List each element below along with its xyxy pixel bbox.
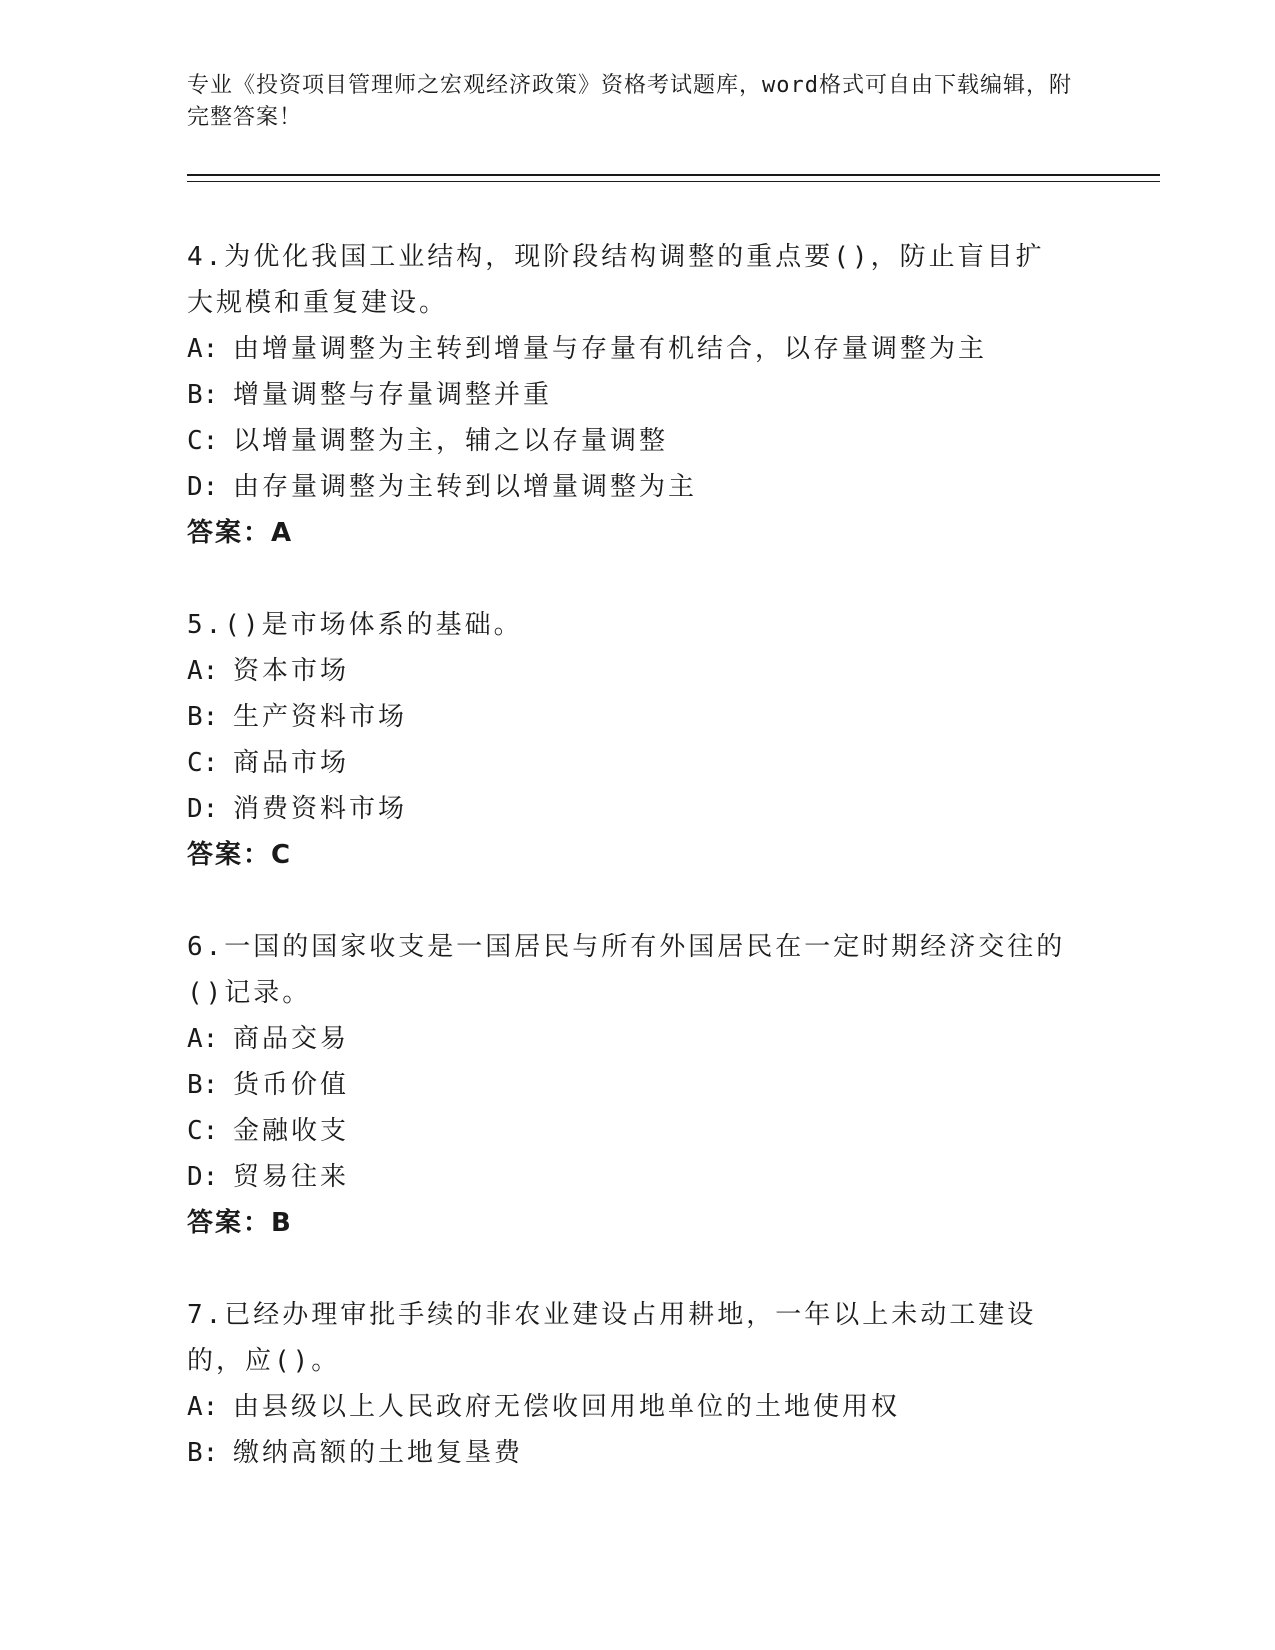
question-option [187, 1016, 1167, 1062]
option-text: 增量调整与存量调整并重 [233, 380, 553, 410]
option-text: 消费资料市场 [233, 794, 408, 824]
option-text: 由存量调整为主转到以增量调整为主 [233, 472, 698, 502]
question-stem: 7.已经办理审批手续的非农业建设占用耕地，一年以上未动工建设的，应()。 [187, 1300, 1037, 1376]
option-text: 商品市场 [233, 748, 350, 778]
option-letter: A: [187, 656, 219, 686]
option-text: 缴纳高额的土地复垦费 [233, 1438, 524, 1468]
question-option [187, 1430, 1167, 1476]
question-option [187, 464, 1167, 510]
option-letter: A: [187, 1392, 219, 1422]
option-text: 由县级以上人民政府无偿收回用地单位的土地使用权 [233, 1392, 901, 1422]
question-option [187, 326, 1167, 372]
option-letter: C: [187, 748, 219, 778]
question-option [187, 694, 1167, 740]
option-text: 资本市场 [233, 656, 350, 686]
question-option [187, 418, 1167, 464]
question-answer: 答案：C [187, 840, 293, 870]
question-option [187, 1384, 1167, 1430]
option-letter: D: [187, 1162, 219, 1192]
option-text: 生产资料市场 [233, 702, 408, 732]
option-text: 商品交易 [233, 1024, 350, 1054]
header-divider [187, 174, 1160, 182]
question-item [187, 924, 1167, 1246]
question-option [187, 740, 1167, 786]
question-option [187, 1108, 1167, 1154]
question-stem: 4.为优化我国工业结构，现阶段结构调整的重点要()，防止盲目扩大规模和重复建设。 [187, 242, 1045, 318]
option-letter: A: [187, 1024, 219, 1054]
question-option [187, 648, 1167, 694]
question-stem: 6.一国的国家收支是一国居民与所有外国居民在一定时期经济交往的()记录。 [187, 932, 1066, 1008]
question-option [187, 1154, 1167, 1200]
option-text: 货币价值 [233, 1070, 350, 1100]
option-text: 由增量调整为主转到增量与存量有机结合，以存量调整为主 [233, 334, 988, 364]
option-letter: A: [187, 334, 219, 364]
question-option [187, 372, 1167, 418]
question-item [187, 1292, 1167, 1476]
question-item [187, 234, 1167, 556]
document-page [187, 70, 1167, 1476]
question-answer: 答案：A [187, 518, 294, 548]
option-letter: D: [187, 794, 219, 824]
document-header: 专业《投资项目管理师之宏观经济政策》资格考试题库，word格式可自由下载编辑，附完整答案！ [187, 73, 1072, 130]
option-text: 贸易往来 [233, 1162, 350, 1192]
question-list [187, 234, 1167, 1476]
option-letter: B: [187, 1070, 219, 1100]
option-letter: C: [187, 1116, 219, 1146]
option-letter: C: [187, 426, 219, 456]
question-answer: 答案：B [187, 1208, 293, 1238]
option-letter: B: [187, 1438, 219, 1468]
question-stem: 5.()是市场体系的基础。 [187, 610, 523, 640]
option-letter: D: [187, 472, 219, 502]
option-letter: B: [187, 380, 219, 410]
question-option [187, 1062, 1167, 1108]
option-letter: B: [187, 702, 219, 732]
question-option [187, 786, 1167, 832]
option-text: 金融收支 [233, 1116, 350, 1146]
question-item [187, 602, 1167, 878]
option-text: 以增量调整为主，辅之以存量调整 [233, 426, 669, 456]
